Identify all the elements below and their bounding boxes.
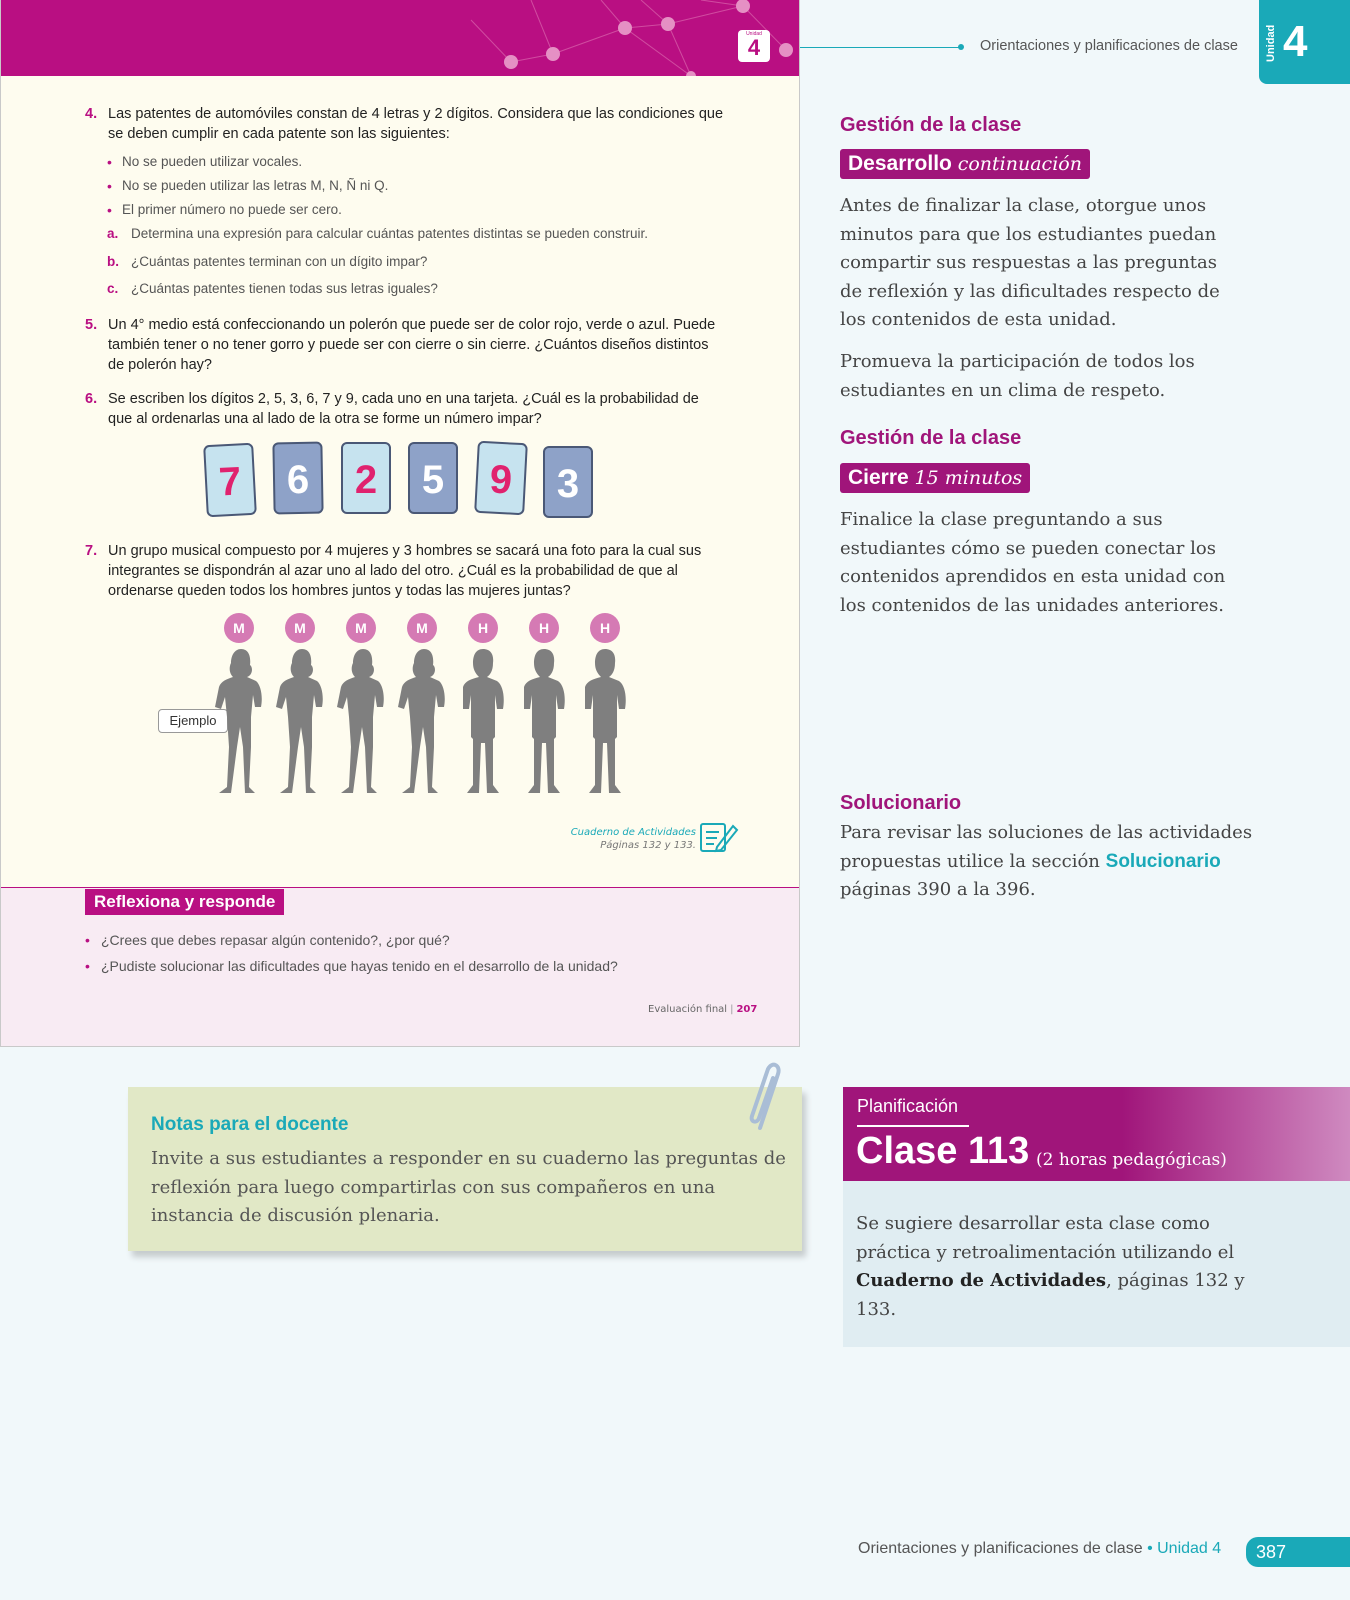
reflect-title: Reflexiona y responde: [85, 889, 284, 915]
example-tag: Ejemplo: [158, 709, 228, 733]
question-4-conditions: [107, 150, 747, 222]
header-title: Orientaciones y planificaciones de clase: [980, 38, 1238, 54]
man-figure: [575, 613, 635, 798]
footer-unit: Unidad 4: [1157, 1540, 1222, 1557]
question-number: 7.: [85, 543, 98, 559]
question-text: Un grupo musical compuesto por 4 mujeres y 3 hombres se sacará una foto para la cual sus integrantes se dispondrán al azar uno al lado del otro. ¿Cuál es la probabilidad de que al ordenarse queden todos los hombres juntos y todas las mujeres juntas?: [108, 543, 702, 599]
band-members-illustration: [209, 613, 659, 798]
digit-card: 2: [341, 442, 391, 514]
page-footer: [858, 1540, 1221, 1558]
list-item: • El primer número no puede ser cero.: [107, 198, 747, 222]
person-silhouette-icon: [209, 647, 269, 797]
digit-card: 5: [408, 442, 458, 514]
gender-badge: M: [285, 613, 315, 643]
network-decoration: [1, 0, 800, 76]
person-silhouette-icon: [392, 647, 452, 797]
list-item: • ¿Pudiste solucionar las dificultades que hayas tenido en el desarrollo de la unidad?: [85, 953, 735, 979]
person-silhouette-icon: [453, 647, 513, 797]
digit-card: 6: [272, 442, 323, 515]
unit-tab: [1259, 0, 1350, 84]
desarrollo-paragraph: Promueva la participación de todos los estudiantes en un clima de respeto.: [840, 351, 1195, 401]
unit-tab-label: Unidad: [1265, 24, 1277, 62]
question-7: [85, 541, 725, 601]
bullet-icon: •: [107, 154, 112, 170]
bullet-icon: •: [107, 178, 112, 194]
footer-text: Orientaciones y planificaciones de clase: [858, 1540, 1143, 1557]
paperclip-icon: [746, 1060, 786, 1132]
page-number: 387: [1246, 1537, 1350, 1567]
book-page-header: [1, 0, 800, 76]
woman-figure: [392, 613, 452, 798]
cierre-paragraph: Finalice la clase preguntando a sus estudiantes cómo se pueden conectar los contenidos aprendidos en esta unidad con los contenidos de las unidades anteriores.: [840, 509, 1226, 616]
book-footer-section: Evaluación final: [648, 1004, 728, 1015]
question-5: [85, 315, 725, 375]
gender-badge: M: [407, 613, 437, 643]
gender-badge: H: [468, 613, 498, 643]
digit-cards: [205, 442, 605, 522]
student-book-page: [0, 0, 800, 1047]
class-title: Clase 113: [856, 1130, 1030, 1172]
woman-figure: [331, 613, 391, 798]
reflect-list: [85, 927, 735, 979]
gender-badge: M: [346, 613, 376, 643]
question-number: 6.: [85, 391, 98, 407]
digit-card: 9: [474, 441, 528, 516]
header-dot: [958, 44, 964, 50]
list-item: • ¿Crees que debes repasar algún contenido?, ¿por qué?: [85, 927, 735, 953]
book-page-footer: Evaluación final | 207: [648, 1004, 758, 1015]
bullet-icon: •: [85, 958, 90, 974]
teacher-notes-text: Invite a sus estudiantes a responder en su cuaderno las preguntas de reflexión para luego compartirlas con sus compañeros en una instancia de discusión plenaria.: [151, 1148, 786, 1226]
phase-tag-cierre: Cierre 15 minutos: [840, 463, 1030, 493]
digit-card: 3: [543, 446, 593, 518]
cuaderno-reference: [561, 826, 696, 852]
question-text: Se escriben los dígitos 2, 5, 3, 6, 7 y 9, cada uno en una tarjeta. ¿Cuál es la probabilidad de que al ordenarlas una al lado de la otra se forme un número impar?: [108, 391, 699, 427]
phase-tag-desarrollo: Desarrollo continuación: [840, 149, 1090, 179]
man-figure: [514, 613, 574, 798]
question-number: 4.: [85, 106, 98, 122]
unit-tab-number: 4: [1283, 17, 1308, 66]
footer-separator: •: [1147, 1540, 1153, 1557]
desarrollo-paragraph: Antes de finalizar la clase, otorgue unos minutos para que los estudiantes puedan compartir sus respuestas a las preguntas de reflexión y las dificultades respecto de los contenidos de esta unidad.: [840, 195, 1220, 330]
gestion-heading: Gestión de la clase: [840, 114, 1022, 136]
solucionario-text: Para revisar las soluciones de las actividades propuestas utilice la sección Solucionario páginas 390 a la 396.: [840, 822, 1253, 900]
header-rule: [800, 47, 960, 48]
gestion-heading: Gestión de la clase: [840, 427, 1022, 449]
question-text: Las patentes de automóviles constan de 4 letras y 2 dígitos. Considera que las condiciones que se deben cumplir en cada patente son las siguientes:: [108, 106, 724, 142]
question-4: [85, 104, 725, 144]
unit-chip: [738, 30, 770, 62]
question-6: [85, 389, 725, 429]
bullet-icon: •: [107, 202, 112, 218]
planificacion-label: Planificación: [857, 1096, 959, 1116]
solucionario-heading: Solucionario: [840, 792, 962, 814]
person-silhouette-icon: [575, 647, 635, 797]
cuaderno-pages: Páginas 132 y 133.: [600, 840, 696, 851]
question-text: Un 4° medio está confeccionando un polerón que puede ser de color rojo, verde o azul. Puede también tener o no tener gorro y puede ser con cierre o sin cierre. ¿Cuántos diseños distintos de polerón hay?: [108, 317, 716, 373]
question-number: 5.: [85, 317, 98, 333]
bullet-icon: •: [85, 932, 90, 948]
cuaderno-bold: Cuaderno de Actividades: [856, 1270, 1107, 1291]
planificacion-rule: [857, 1125, 969, 1127]
notebook-icon: [699, 820, 739, 854]
planificacion-text: Se sugiere desarrollar esta clase como práctica y retroalimentación utilizando el Cuaderno de Actividades, páginas 132 y 133.: [856, 1213, 1245, 1320]
list-item: • No se pueden utilizar las letras M, N, Ñ ni Q.: [107, 174, 747, 198]
woman-figure: [209, 613, 269, 798]
class-hours: (2 horas pedagógicas): [1036, 1150, 1227, 1170]
subquestion-a: a. Determina una expresión para calcular cuántas patentes distintas se pueden construir.: [107, 226, 649, 241]
woman-figure: [270, 613, 330, 798]
cuaderno-title: Cuaderno de Actividades: [570, 827, 696, 838]
digit-card: 7: [203, 443, 257, 518]
gender-badge: H: [590, 613, 620, 643]
book-page-number: 207: [736, 1004, 758, 1015]
teacher-notes-title: Notas para el docente: [151, 1114, 349, 1135]
subquestion-c: c. ¿Cuántas patentes tienen todas sus letras iguales?: [107, 281, 438, 296]
subquestion-b: b. ¿Cuántas patentes terminan con un dígito impar?: [107, 253, 428, 269]
question-4-subquestions: [107, 222, 747, 305]
unit-chip-number: 4: [747, 35, 761, 60]
man-figure: [453, 613, 513, 798]
gender-badge: H: [529, 613, 559, 643]
unit-chip-label: Unidad: [746, 31, 762, 37]
list-item: • No se pueden utilizar vocales.: [107, 150, 747, 174]
solucionario-link[interactable]: Solucionario: [1105, 850, 1221, 872]
gender-badge: M: [224, 613, 254, 643]
person-silhouette-icon: [514, 647, 574, 797]
person-silhouette-icon: [270, 647, 330, 797]
person-silhouette-icon: [331, 647, 391, 797]
